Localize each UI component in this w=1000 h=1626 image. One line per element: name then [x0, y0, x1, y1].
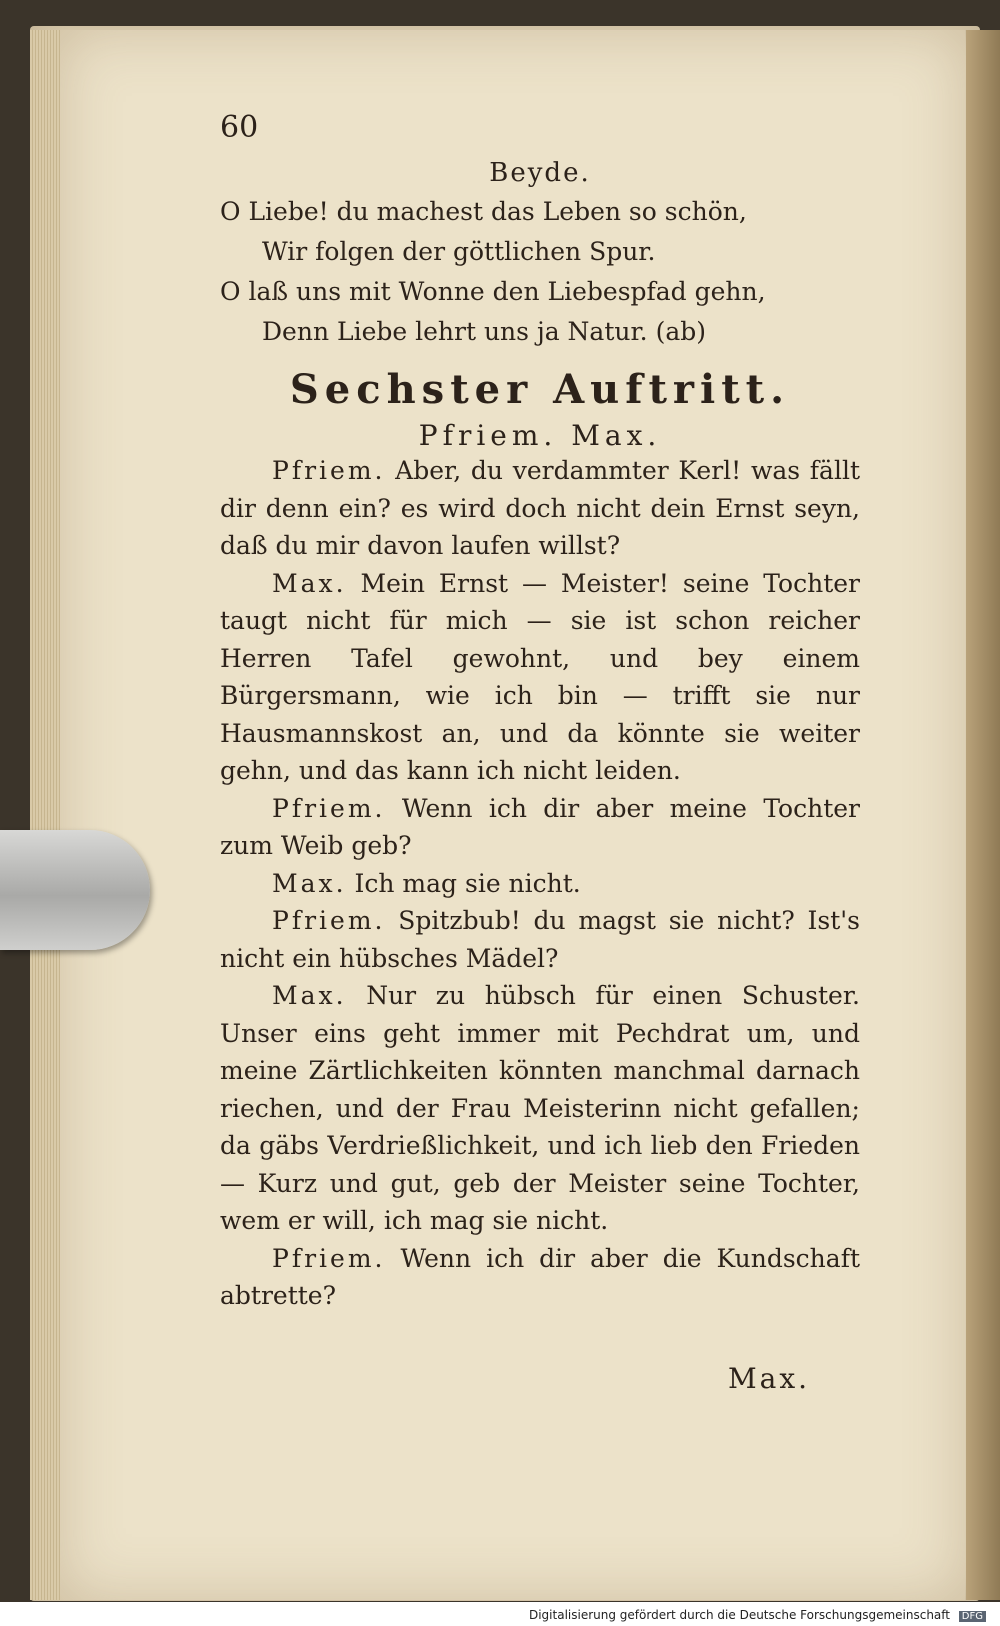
scene-title: Sechster Auftritt. [289, 366, 791, 413]
speaker-name: Max. [272, 981, 347, 1010]
page-number: 60 [220, 110, 259, 145]
dialogue-block [220, 452, 860, 1315]
dialogue-text: Spitzbub! du magst sie nicht? Ist's nicht ein hübsches Mädel? [220, 906, 860, 973]
dialogue-paragraph [220, 977, 860, 1240]
dialogue-text: Wenn ich dir aber meine Tochter zum Weib geb? [220, 793, 860, 860]
dialogue-text: Ich mag sie nicht. [346, 868, 581, 898]
dialogue-paragraph [220, 1240, 860, 1315]
verse-line: Denn Liebe lehrt uns ja Natur. (ab) [262, 317, 706, 346]
verse-line: O laß uns mit Wonne den Liebespfad gehn, [220, 277, 766, 306]
page-text [220, 110, 860, 1315]
speaker-name: Pfriem. [272, 906, 386, 935]
footer-bar [0, 1602, 1000, 1626]
verse-line: Wir folgen der göttlichen Spur. [262, 237, 656, 266]
dialogue-paragraph [220, 790, 860, 865]
speaker-heading: Beyde. [489, 158, 591, 188]
funding-notice: Digitalisierung gefördert durch die Deutsche Forschungsgemeinschaft [528, 1608, 950, 1622]
facing-page-edge [966, 30, 1000, 1600]
dialogue-paragraph [220, 452, 860, 565]
verse-line: O Liebe! du machest das Leben so schön, [220, 197, 747, 226]
dialogue-paragraph [220, 902, 860, 977]
dialogue-paragraph [220, 565, 860, 790]
speaker-name: Max. [272, 568, 347, 598]
dialogue-text: Aber, du verdammter Kerl! was fällt dir denn ein? es wird doch nicht dein Ernst seyn, daß du mir davon laufen willst? [220, 456, 860, 560]
scene-characters: Pfriem. Max. [418, 419, 662, 452]
speaker-name: Pfriem. [272, 1243, 386, 1273]
dialogue-text: Mein Ernst — Meister! seine Tochter taugt nicht für mich — sie ist schon reicher Herren Tafel gewohnt, und bey einem Bürgersmann, wie ich bin — trifft sie nur Hausmannskost an, und da könnte sie weiter gehn, und das kann ich nicht leiden. [220, 568, 860, 785]
dfg-logo: DFG [959, 1611, 986, 1622]
speaker-name: Max. [272, 868, 347, 898]
speaker-name: Pfriem. [272, 793, 386, 823]
speaker-name: Pfriem. [272, 456, 386, 485]
dialogue-paragraph [220, 865, 860, 903]
page-holder-clip [0, 830, 150, 950]
catchword: Max. [728, 1362, 811, 1395]
dialogue-text: Nur zu hübsch für einen Schuster. Unser eins geht immer mit Pechdrat um, und meine Zärtlichkeiten könnten manchmal darnach riechen, und der Frau Meisterinn nicht gefallen; da gäbs Verdrießlichkeit, und ich lieb den Frieden — Kurz und gut, geb der Meister seine Tochter, wem er will, ich mag sie nicht. [220, 981, 860, 1235]
dialogue-text: Wenn ich dir aber die Kundschaft abtrette? [220, 1243, 860, 1310]
verse-block [220, 192, 860, 352]
